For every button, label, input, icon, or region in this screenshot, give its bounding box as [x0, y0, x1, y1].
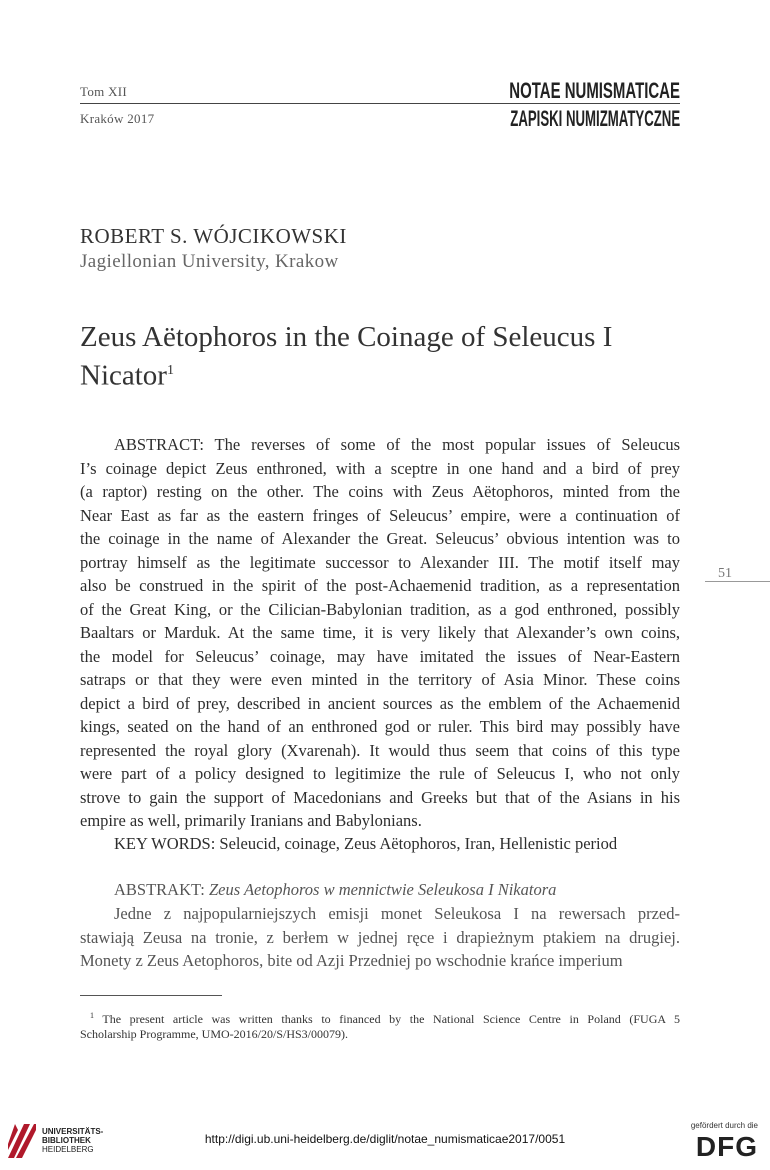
title-footnote-mark: 1	[166, 363, 174, 378]
abstrakt-heading	[114, 878, 680, 902]
footnote-line-1: The present article was written thanks to financed by the National Science Centre in Poland (FUGA 5	[102, 1012, 680, 1026]
abstract	[80, 433, 680, 833]
volume-label: Tom XII	[80, 84, 128, 99]
abstrakt-title: Zeus Aetophoros w mennictwie Seleukosa I Nikatora	[208, 880, 557, 899]
footnote-mark: 1	[90, 1011, 94, 1020]
abstract-line: ABSTRACT: The reverses of some of the most popular issues of Seleucus	[114, 435, 680, 454]
abstrakt-line: stawiają Zeusa na tronie, z berłem w jednej ręce i drapieżnym ptakiem na drugiej.	[80, 927, 680, 947]
footnote-line-2: Scholarship Programme, UMO-2016/20/S/HS3/00079).	[80, 1027, 348, 1041]
abstract-line: represented the royal glory (Xvarenah). It would thus seem that coins of this type	[80, 740, 680, 760]
abstract-line: depict a bird of prey, described in ancient sources as the emblem of the Achaemenid	[80, 693, 680, 713]
abstract-line: Baaltars or Marduk. At the same time, it is very likely that Alexander’s own coins,	[80, 623, 680, 642]
abstract-line: were part of a policy designed to legitimize the rule of Seleucus I, who not only	[80, 764, 680, 783]
library-name-line-1: UNIVERSITÄTS-	[42, 1127, 104, 1136]
author-affiliation: Jagiellonian University, Krakow	[80, 251, 339, 272]
digitization-footer	[0, 1115, 770, 1170]
abstrakt-label: ABSTRAKT:	[114, 880, 205, 899]
abstract-line: the model for Seleucus’ coinage, may have imitated the issues of Near-Eastern	[80, 646, 680, 666]
abstract-line: of the Great King, or the Cilician-Babylonian tradition, as a god enthroned, possibly	[80, 599, 680, 619]
title-line-1: Zeus Aëtophoros in the Coinage of Seleucus I	[80, 321, 613, 353]
abstrakt-text	[80, 902, 680, 973]
abstract-line: strove to gain the support of Macedonians and Greeks but that of the Asians in his	[80, 787, 680, 807]
abstract-line: kings, seated on the hand of an enthroned god or ruler. This bird may possibly have	[80, 717, 680, 736]
header-rule	[80, 103, 680, 104]
keywords: KEY WORDS: Seleucid, coinage, Zeus Aëtophoros, Iran, Hellenistic period	[114, 834, 618, 853]
journal-title-latin: NOTAE NUMISMATICAE	[509, 78, 680, 103]
abstrakt-line: Jedne z najpopularniejszych emisji monet Seleukosa I na rewersach przed-	[114, 904, 680, 923]
page-number-rule	[705, 581, 770, 582]
abstrakt-line: Monety z Zeus Aetophoros, bite od Azji Przedniej po wschodnie krańce imperium	[80, 951, 623, 970]
abstract-line: I’s coinage depict Zeus enthroned, with a sceptre in one hand and a bird of prey	[80, 458, 680, 478]
article-title	[80, 320, 680, 393]
abstract-line: Near East as far as the eastern fringes of Seleucus’ empire, were a continuation of	[80, 505, 680, 525]
library-name-line-2: BIBLIOTHEK	[42, 1136, 91, 1145]
footnote	[80, 1008, 680, 1042]
page-number: 51	[718, 566, 732, 581]
footnote-rule	[80, 995, 222, 996]
abstract-line: (a raptor) resting on the other. The coins with Zeus Aëtophoros, minted from the	[80, 482, 680, 501]
library-name-line-3: HEIDELBERG	[42, 1145, 94, 1154]
source-url-link[interactable]: http://digi.ub.uni-heidelberg.de/diglit/notae_numismaticae2017/0051	[204, 1132, 566, 1146]
abstract-line: also be construed in the spirit of the post-Achaemenid tradition, as a representation	[80, 576, 680, 595]
abstract-line: the coinage in the name of Alexander the Great. Seleucus’ obvious intention was to	[80, 529, 680, 548]
author-name: ROBERT S. WÓJCIKOWSKI	[80, 224, 347, 248]
dfg-logo: DFG	[695, 1131, 758, 1162]
funded-by-label: gefördert durch die	[690, 1121, 758, 1130]
title-line-2: Nicator	[80, 359, 167, 392]
place-year-label: Kraków 2017	[80, 111, 155, 126]
abstract-line: portray himself as the legitimate successor to Alexander III. The motif itself may	[80, 552, 680, 572]
abstract-line: satraps or that they were even minted in the territory of Asia Minor. These coins	[80, 670, 680, 689]
abstract-line: empire as well, primarily Iranians and Babylonians.	[80, 811, 422, 830]
journal-title-polish: ZAPISKI NUMIZMATYCZNE	[510, 106, 680, 131]
